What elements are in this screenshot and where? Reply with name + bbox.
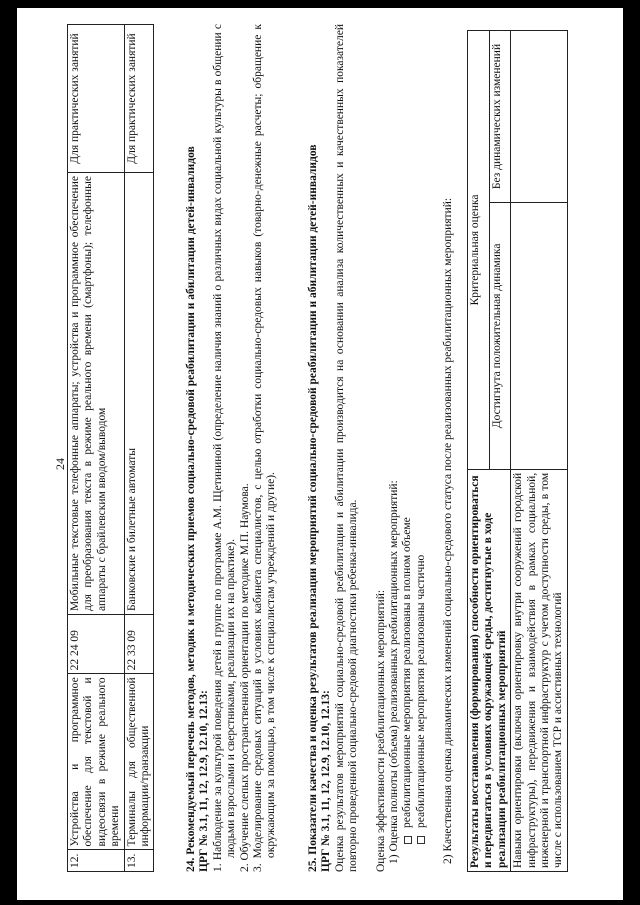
row-number: 12.	[68, 850, 125, 872]
section-25-intro: Оценка результатов мероприятий социально-средовой реабилитации и абилитации производится на основании анализа количественных и качественных показателей повторно проведенной социально-средовой диагностики ребенка-инвалида.	[333, 24, 360, 872]
device-name: Терминалы для общественной информации/транзакции	[124, 674, 154, 850]
section-24-title: 24. Рекомендуемый перечень методов, методик и методических приемов социально-средовой реабилитации и абилитации детей-инвалидов	[185, 146, 197, 872]
header-positive: Достигнута положительная динамика	[489, 203, 511, 470]
section-25-title: 25. Показатели качества и оценка результатов реализации мероприятий социально-средовой реабилитации и абилитации детей-инвалидов	[307, 144, 319, 872]
checkbox-row	[401, 24, 414, 872]
scanned-page	[17, 8, 623, 900]
efficiency-item-1: 1) Оценка полноты (объема) реализованных реабилитационных мероприятий:	[388, 480, 401, 864]
checkbox-label: реабилитационные мероприятия реализованы в полном объеме	[401, 517, 414, 828]
table-row	[468, 31, 490, 872]
device-code: 22 33 09	[124, 614, 154, 673]
rotated-content	[17, 8, 623, 900]
device-description: Мобильные текстовые телефонные аппараты; устройства и программное обеспечение для преобразования текста в режиме реального времени (смартфоны); телефонные аппараты с брайлевским вводом/выводом	[68, 173, 125, 615]
list-item: 1. Наблюдение за культурой поведения детей в группе по программе А.М. Щетининой (определение наличия знаний о различных видах социальной культуры в общении с людьми взрослыми и сверстниками, реализации их на практике).	[211, 24, 238, 872]
table-row	[68, 25, 125, 872]
header-none: Без динамических изменений	[489, 31, 511, 203]
checkbox-row	[415, 24, 428, 872]
page-number: 24	[53, 458, 67, 470]
cell-positive	[511, 203, 568, 470]
checkbox-icon	[404, 836, 412, 844]
list-item: 2. Обучение слепых пространственной ориентации по методике М.П. Наумова.	[238, 483, 251, 872]
table-row	[511, 31, 568, 872]
header-results: Результаты восстановления (формирования) способности ориентироваться и передвигаться в условиях окружающей среды, достигнутые в ходе реализации реабилитационных мероприятий	[468, 469, 511, 871]
equipment-table	[67, 24, 154, 872]
checkbox-label: реабилитационные мероприятия реализованы частично	[414, 554, 427, 828]
device-description: Банковские и билетные автоматы	[124, 173, 154, 615]
assessment-table	[467, 30, 568, 872]
section-25	[307, 24, 456, 872]
device-use: Для практических занятий	[68, 25, 125, 173]
table-row	[124, 25, 154, 872]
row-number: 13.	[124, 850, 154, 872]
section-24	[185, 24, 279, 872]
section-24-subtitle: ЦРГ № 3.1, 11, 12, 12.9, 12.10, 12.13:	[198, 690, 211, 872]
device-use: Для практических занятий	[124, 25, 154, 173]
efficiency-item-2: 2) Качественная оценка динамических изменений социально-средового статуса после реализованных реабилитационных мероприятий:	[442, 197, 455, 864]
row-skills: Навыки ориентировки (включая ориентировку внутри сооружений городской инфраструктуры), передвижения и взаимодействия в рамках социальной, инженерной и транспортной инфраструктур с учетом доступности среды, в том числе с использованием ТСР и ассистивных технологий	[511, 469, 568, 871]
device-code: 22 24 09	[68, 614, 125, 673]
cell-none	[511, 31, 568, 203]
efficiency-title: Оценка эффективности реабилитационных мероприятий:	[374, 589, 387, 872]
device-name: Устройства и программное обеспечение для текстовой и видеосвязи в режиме реального времени	[68, 674, 125, 850]
list-item: 3. Моделирование средовых ситуаций в условиях кабинета специалистов, с целью отработки социально-средовых навыков (товарно-денежные расчеты; обращение к окружающим за помощью, в том числе к специалистам учреждений и другие).	[252, 24, 278, 872]
section-25-subtitle: ЦРГ № 3.1, 11, 12, 12.9, 12.10, 12.13:	[320, 690, 333, 872]
checkbox-icon	[417, 836, 425, 844]
header-criteria: Критериальная оценка	[468, 31, 490, 470]
